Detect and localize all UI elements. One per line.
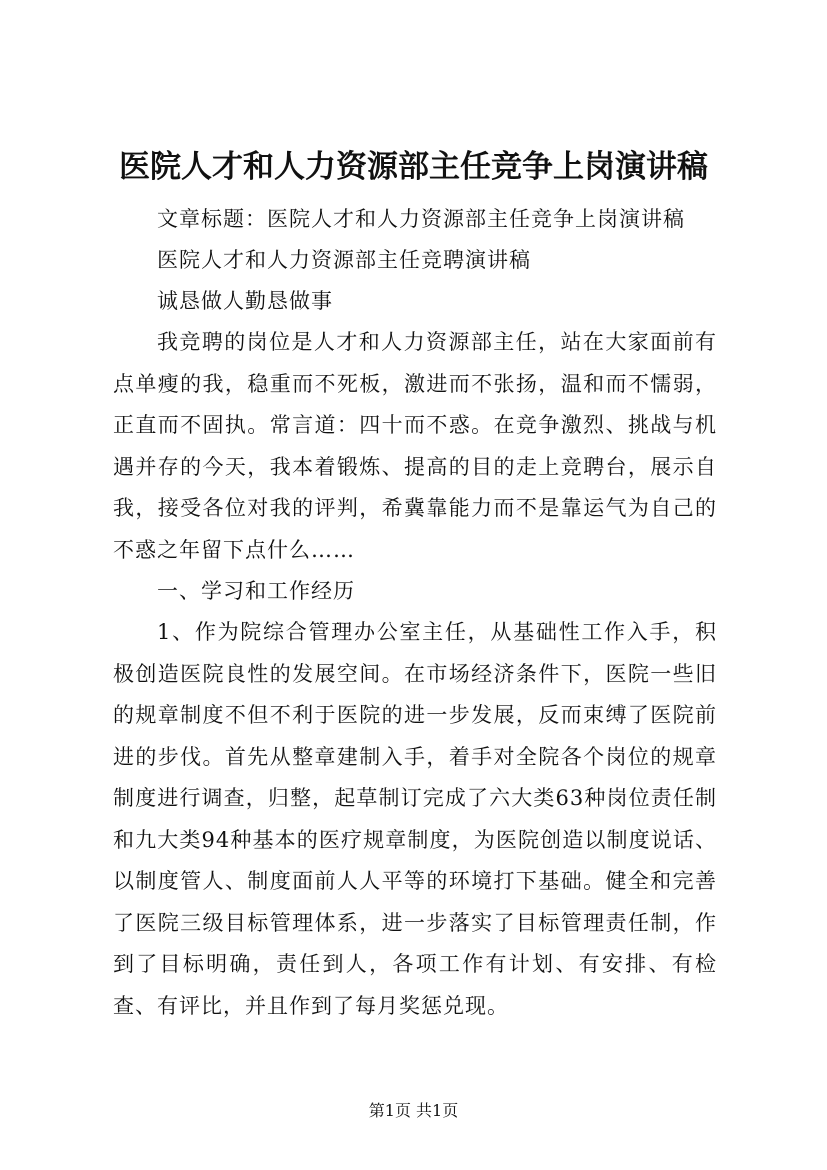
page-footer [0,1100,827,1122]
document-title: 医院人才和人力资源部主任竞争上岗演讲稿 [119,149,708,185]
body-paragraph: 1、作为院综合管理办公室主任，从基础性工作入手，积极创造医院良性的发展空间。在市场经济条件下，医院一些旧的规章制度不但不利于医院的进一步发展，反而束缚了医院前进的步伐。首先从整章建制入手，着手对全院各个岗位的规章制度进行调查，归整，起草制订完成了六大类63种岗位责任制和九大类94种基本的医疗规章制度，为医院创造以制度说话、以制度管人、制度面前人人平等的环境打下基础。健全和完善了医院三级目标管理体系，进一步落实了目标管理责任制，作到了目标明确，责任到人，各项工作有计划、有安排、有检查、有评比，并且作到了每月奖惩兑现。 [113,620,717,1018]
article-title-line: 文章标题：医院人才和人力资源部主任竞争上岗演讲稿 [157,207,685,231]
section-heading: 一、学习和工作经历 [157,579,355,603]
intro-paragraph: 我竞聘的岗位是人才和人力资源部主任，站在大家面前有点单瘦的我，稳重而不死板，激进而不张扬，温和而不懦弱，正直而不固执。常言道：四十而不惑。在竞争激烈、挑战与机遇并存的今天，我本着锻炼、提高的目的走上竞聘台，展示自我，接受各位对我的评判，希冀靠能力而不是靠运气为自己的不惑之年留下点什么…… [113,330,717,562]
motto-line: 诚恳做人勤恳做事 [157,289,333,313]
subtitle-line: 医院人才和人力资源部主任竞聘演讲稿 [157,248,531,272]
page-number-label: 第1页 共1页 [368,1101,459,1120]
